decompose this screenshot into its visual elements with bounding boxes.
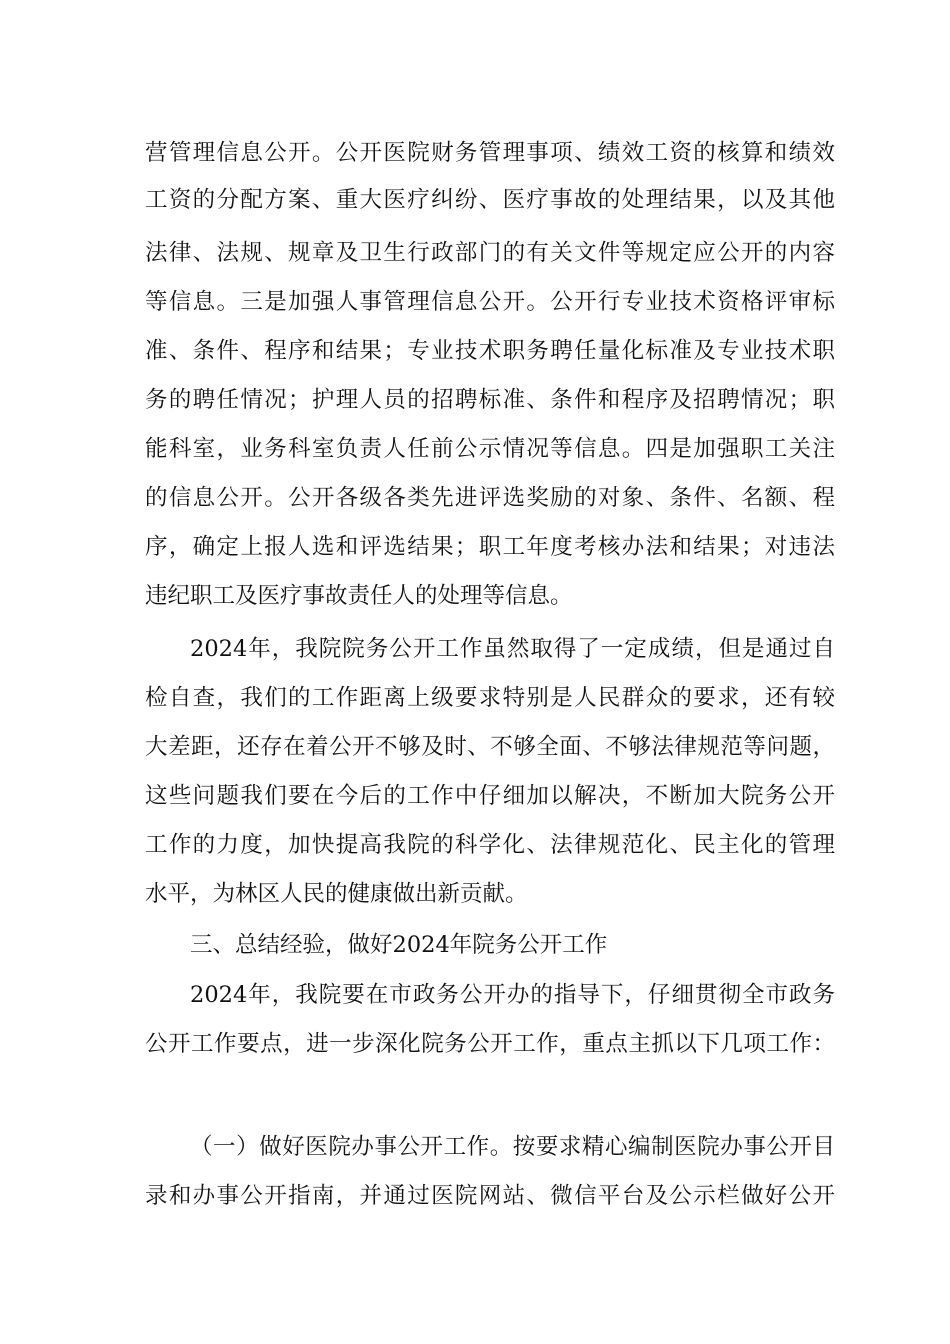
heading-text: 三、总结经验，做好2024年院务公开工作 xyxy=(190,932,608,958)
text-line: 2024年，我院要在市政务公开办的指导下，仔细贯彻全市政务 xyxy=(190,982,835,1008)
text-line: 水平，为林区人民的健康做出新贡献。 xyxy=(145,881,528,907)
text-line: 公开工作要点，进一步深化院务公开工作，重点主抓以下几项工作： xyxy=(145,1031,835,1057)
text-line: 营管理信息公开。公开医院财务管理事项、绩效工资的核算和绩效 xyxy=(145,140,835,166)
text-line: 违纪职工及医疗事故责任人的处理等信息。 xyxy=(145,583,573,609)
text-line: 务的聘任情况；护理人员的招聘标准、条件和程序及招聘情况；职 xyxy=(145,387,835,413)
text-line: 这些问题我们要在今后的工作中仔细加以解决，不断加大院务公开 xyxy=(145,783,835,809)
text-line: 能科室，业务科室负责人任前公示情况等信息。四是加强职工关注 xyxy=(145,436,835,462)
text-line: 检自查，我们的工作距离上级要求特别是人民群众的要求，还有较 xyxy=(145,685,835,711)
text-line: 等信息。三是加强人事管理信息公开。公开行专业技术资格评审标 xyxy=(145,289,835,315)
text-line: 准、条件、程序和结果；专业技术职务聘任量化标准及专业技术职 xyxy=(145,338,835,364)
text-line: 序，确定上报人选和评选结果；职工年度考核办法和结果；对违法 xyxy=(145,534,835,560)
text-line: 的信息公开。公开各级各类先进评选奖励的对象、条件、名额、程 xyxy=(145,485,835,511)
text-line: 大差距，还存在着公开不够及时、不够全面、不够法律规范等问题， xyxy=(145,734,835,760)
text-line: 2024年，我院院务公开工作虽然取得了一定成绩，但是通过自 xyxy=(190,636,835,662)
text-line: 录和办事公开指南，并通过医院网站、微信平台及公示栏做好公开 xyxy=(145,1183,835,1209)
text-line: 法律、法规、规章及卫生行政部门的有关文件等规定应公开的内容 xyxy=(145,240,835,266)
text-line: （一）做好医院办事公开工作。按要求精心编制医院办事公开目 xyxy=(190,1134,835,1160)
text-line: 工作的力度，加快提高我院的科学化、法律规范化、民主化的管理 xyxy=(145,832,835,858)
text-line: 工资的分配方案、重大医疗纠纷、医疗事故的处理结果，以及其他 xyxy=(145,187,835,213)
